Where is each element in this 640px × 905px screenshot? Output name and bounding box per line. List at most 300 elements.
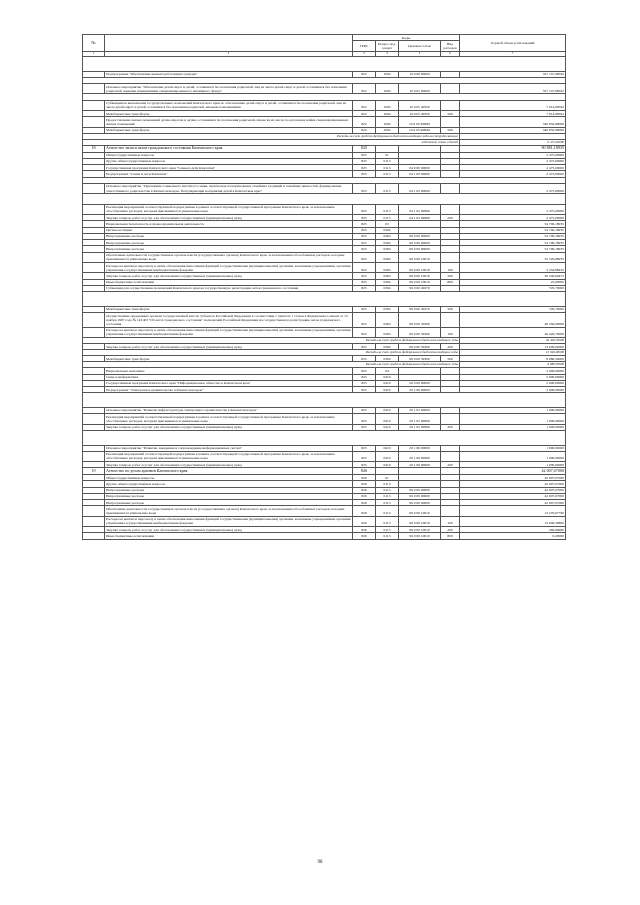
row-name: Межбюджетные трансферты	[105, 111, 353, 117]
row-amount: 7 914,98592	[460, 111, 566, 117]
table-row	[83, 100, 566, 110]
row-section-code: 0410	[376, 374, 399, 380]
row-target-article	[399, 145, 441, 152]
row-section-code: 0304	[376, 313, 399, 328]
row-amount: 2 900,00000	[460, 368, 566, 374]
row-amount: 349 832,98000	[460, 117, 566, 127]
row-expense-type: 100	[441, 263, 460, 273]
row-name: Непрограммные расходы	[105, 233, 353, 239]
row-target-article: 99 0 00 00000	[399, 240, 441, 246]
row-name: Непрограммные расходы	[105, 240, 353, 246]
row-grbs-code: 825	[353, 215, 376, 221]
row-expense-type	[441, 100, 460, 110]
row-name: Подпрограмма "Электронное правительство в Камчатском крае"	[105, 387, 353, 393]
row-grbs-code: 825	[353, 252, 376, 262]
row-section-code: 1004	[376, 71, 399, 77]
row-target-article: 10 9 00 00000	[399, 71, 441, 77]
row-amount: 13 049,00000	[460, 343, 566, 349]
table-row	[83, 516, 566, 526]
row-expense-type: 200	[441, 527, 460, 533]
row-grbs-code: 826	[353, 506, 376, 516]
row-amount: 2 900,00000	[460, 374, 566, 380]
header-cs: Целевая статья	[399, 41, 441, 51]
row-section-code: 0113	[376, 215, 399, 221]
row-target-article: 99 0 00 00000	[399, 233, 441, 239]
row-target-article: 99 0 00 10010	[399, 279, 441, 285]
row-name: Подпрограмма "Обеспечение жильем работающих граждан"	[105, 71, 353, 77]
header-name	[105, 35, 353, 52]
row-amount: 42 007,07000	[460, 475, 566, 481]
row-target-article: 04 1 02 09990	[399, 204, 441, 214]
row-grbs-code: 822	[353, 100, 376, 110]
table-row	[83, 327, 566, 337]
row-number	[83, 117, 105, 127]
row-grbs-code: 822	[353, 84, 376, 94]
row-name: Межбюджетные трансферты	[105, 306, 353, 312]
row-grbs-code: 825	[353, 343, 376, 349]
row-expense-type: 200	[441, 343, 460, 349]
table-row	[83, 313, 566, 328]
row-amount: 0,20000	[460, 533, 566, 539]
row-section-code: 0304	[376, 273, 399, 279]
row-amount: 2 475,00000	[460, 152, 566, 158]
row-target-article: 99 0 00 59300	[399, 343, 441, 349]
table-body	[83, 56, 566, 539]
row-target-article: 04 0 00 00000	[399, 165, 441, 171]
spacer-cell	[83, 56, 566, 71]
row-amount: 2 475,00000	[460, 165, 566, 171]
row-name: Основное мероприятие "Развитие инфраструктуры электронного правительства в Камчатском крае"	[105, 407, 353, 413]
row-section-code: 0410	[376, 445, 399, 451]
row-section-code: 0304	[376, 246, 399, 252]
row-grbs-code: 825	[353, 165, 376, 171]
row-name: Обеспечение деятельности государственных органов власти (государственных органов) Камчатского края, за исключением обособленных расходов, которым присваиваются уникальные коды	[105, 252, 353, 262]
row-section-code	[376, 145, 399, 152]
row-expense-type: 100	[441, 516, 460, 526]
row-grbs-code: 826	[353, 481, 376, 487]
row-grbs-code: 826	[353, 487, 376, 493]
row-name: Субвенции для осуществления полномочий Камчатского края на государственную регистрацию актов гражданского состояния	[105, 285, 353, 291]
row-section-code: 1004	[376, 84, 399, 94]
row-grbs-code: 825	[353, 462, 376, 468]
row-grbs-code: 826	[353, 475, 376, 481]
row-amount: 2 475,00000	[460, 183, 566, 193]
row-grbs-code: 825	[353, 183, 376, 193]
footnote-amount: 6 471,40000	[460, 139, 566, 145]
row-section-code: 01	[376, 475, 399, 481]
row-name: Государственная программа Камчатского края "Семья и дети Камчатки"	[105, 165, 353, 171]
header-rz: Раздел, под-раздел	[376, 41, 399, 51]
row-name: Межбюджетные трансферты	[105, 356, 353, 362]
row-amount: 90 881,18935	[460, 145, 566, 152]
row-expense-type: 200	[441, 215, 460, 221]
header-vr: Вид расходов	[441, 41, 460, 51]
row-section-code: 0113	[376, 533, 399, 539]
row-expense-type: 800	[441, 533, 460, 539]
row-number: 19	[83, 468, 105, 475]
row-target-article: 99 0 00 10010	[399, 527, 441, 533]
row-amount: 1 900,00000	[460, 407, 566, 413]
row-name: Расходы на выплаты персоналу в целях обеспечения выполнения функций государственными (муниципальными) органами, казенными учреждениями, органами управления государственными внебюджетными фондами	[106, 328, 351, 337]
row-amount: 42 007,07000	[460, 468, 566, 475]
row-grbs-code: 825	[353, 158, 376, 164]
row-target-article: 20 1 06 09990	[399, 451, 441, 461]
row-expense-type: 200	[441, 462, 460, 468]
row-name: Субвенции на выполнение государственных полномочий Камчатского края по обеспечению детей-сирот и детей, оставшихся без попечения родителей, лиц из числа детей-сирот и детей, оставшихся без попечения родителей, жилыми помещениями	[105, 100, 353, 110]
row-expense-type	[441, 145, 460, 152]
row-target-article: 99 0 00 10010	[399, 506, 441, 516]
row-grbs-code: 825	[353, 445, 376, 451]
row-name: Общегосударственные вопросы	[105, 152, 353, 158]
row-name: Другие общегосударственные вопросы	[105, 481, 353, 487]
row-number	[83, 516, 105, 526]
page-number: 98	[317, 860, 323, 865]
row-section-code: 0113	[376, 183, 399, 193]
row-expense-type: 500	[441, 111, 460, 117]
row-expense-type: 500	[441, 306, 460, 312]
row-expense-type	[441, 84, 460, 94]
row-name: Связь и информатика	[105, 374, 353, 380]
row-grbs-code: 822	[353, 71, 376, 77]
footnote-text: водителей, семьи и детей	[83, 139, 460, 145]
row-target-article: 04 1 02 09990	[399, 215, 441, 221]
row-section-code: 0304	[376, 263, 399, 273]
row-number	[83, 100, 105, 110]
row-amount: 2 475,00000	[460, 215, 566, 221]
row-target-article: 99 0 00 59300	[399, 327, 441, 337]
row-grbs-code: 825	[353, 171, 376, 177]
row-amount: 1 900,00000	[460, 414, 566, 424]
row-grbs-code: 825	[353, 263, 376, 273]
row-name: Реализация мероприятий соответствующей подпрограммы в рамках соответствующей государственной программы Камчатского края, за исключением обособленных расходов, которым присваиваются уникальные коды	[105, 204, 353, 214]
row-grbs-code: 826	[353, 468, 376, 475]
row-name: Расходы на выплаты персоналу в целях обеспечения выполнения функций государственными (муниципальными) органами, казенными учреждениями, органами управления государственными внебюджетными фондами	[106, 517, 351, 526]
row-target-article: 10 9 05 40350	[399, 111, 441, 117]
row-amount: 1 000,00000	[460, 462, 566, 468]
column-number: 7	[460, 51, 566, 56]
row-section-code: 0304	[376, 279, 399, 285]
table-row	[83, 414, 566, 424]
row-section-code: 0113	[376, 487, 399, 493]
row-section-code: 0113	[376, 500, 399, 506]
row-section-code: 0113	[376, 516, 399, 526]
row-section-code: 0304	[376, 343, 399, 349]
row-section-code: 0113	[376, 165, 399, 171]
spacer-cell	[83, 194, 566, 204]
table-row	[83, 204, 566, 214]
column-number: 3	[353, 51, 376, 56]
row-grbs-code: 825	[353, 285, 376, 291]
row-target-article: 99 0 00 10010	[399, 533, 441, 539]
row-number	[83, 84, 105, 94]
row-name: Непрограммные расходы	[105, 487, 353, 493]
row-section-code: 0304	[376, 240, 399, 246]
header-amount: Годовой объем ассигнований	[460, 35, 566, 52]
row-amount: 54 706,18935	[460, 240, 566, 246]
row-grbs-code: 825	[353, 204, 376, 214]
row-target-article: 99 0 00 10010	[399, 263, 441, 273]
row-target-article: 20 1 02 09990	[399, 424, 441, 430]
row-number	[83, 263, 105, 273]
row-number	[83, 204, 105, 214]
row-section-code: 1004	[376, 100, 399, 110]
row-grbs-code: 825	[353, 306, 376, 312]
row-target-article: 04 1 02 00000	[399, 183, 441, 193]
row-name: Межбюджетные трансферты	[105, 127, 353, 133]
row-target-article: 99 0 00 00000	[399, 500, 441, 506]
row-amount: 357 747,98592	[460, 71, 566, 77]
row-amount: 35 529,88935	[460, 252, 566, 262]
row-grbs-code: 826	[353, 500, 376, 506]
row-section-code: 0113	[376, 481, 399, 487]
row-expense-type: 800	[441, 279, 460, 285]
row-section-code: 03	[376, 221, 399, 227]
row-expense-type	[441, 313, 460, 328]
row-grbs-code: 825	[353, 227, 376, 233]
row-amount: 42 007,07000	[460, 500, 566, 506]
footnote-amount: 8 980,30000	[460, 362, 566, 368]
row-target-article: 20 1 02 00000	[399, 407, 441, 413]
row-grbs-code: 825	[353, 279, 376, 285]
row-number	[83, 506, 105, 516]
row-spacer	[83, 430, 566, 445]
row-amount: 720,70000	[460, 285, 566, 291]
row-expense-type	[441, 468, 460, 475]
row-target-article: 99 0 00 00000	[399, 493, 441, 499]
row-grbs-code: 825	[353, 451, 376, 461]
row-name: Национальная экономика	[105, 368, 353, 374]
row-section-code: 04	[376, 368, 399, 374]
row-grbs-code: 825	[353, 221, 376, 227]
row-spacer	[83, 393, 566, 408]
row-target-article: 99 0 00 59300	[399, 356, 441, 362]
row-target-article: 04 1 00 00000	[399, 171, 441, 177]
row-target-article: 99 0 00 40270	[399, 306, 441, 312]
row-amount: 8 980,30000	[460, 356, 566, 362]
table-row	[83, 117, 566, 127]
agency-row	[83, 468, 566, 475]
row-amount: 357 747,98592	[460, 84, 566, 94]
row-name: Другие общегосударственные вопросы	[105, 158, 353, 164]
row-grbs-code: 825	[353, 380, 376, 386]
row-amount: 2 900,00000	[460, 380, 566, 386]
row-number	[83, 533, 105, 539]
row-name: Агентство по делам архивов Камчатского края	[105, 468, 353, 475]
table-row	[83, 506, 566, 516]
row-amount: 2 475,00000	[460, 204, 566, 214]
row-name: Органы юстиции	[105, 227, 353, 233]
column-number: 1	[83, 51, 105, 56]
footnote-amount: 26 426,70000	[460, 338, 566, 344]
row-section-code: 0410	[376, 451, 399, 461]
table-row	[83, 263, 566, 273]
row-grbs-code: 825	[353, 233, 376, 239]
row-expense-type	[441, 451, 460, 461]
row-name: Закупка товаров, работ и услуг для обеспечения государственных (муниципальных) нужд	[105, 215, 353, 221]
table-row	[83, 252, 566, 262]
footnote-text: Расходы за счет средств федерального бюджета входящие годы	[83, 338, 460, 344]
row-section-code: 0410	[376, 462, 399, 468]
row-grbs-code: 826	[353, 527, 376, 533]
row-amount: 54 706,18935	[460, 221, 566, 227]
row-section-code: 1004	[376, 111, 399, 117]
row-target-article: 99 0 00 40270	[399, 285, 441, 291]
row-grbs-code: 825	[353, 414, 376, 424]
row-target-article: 99 0 00 10010	[399, 273, 441, 279]
row-section-code: 0113	[376, 158, 399, 164]
row-section-code	[376, 468, 399, 475]
row-expense-type	[441, 252, 460, 262]
row-amount: 54 706,18935	[460, 227, 566, 233]
row-grbs-code: 826	[353, 493, 376, 499]
row-grbs-code: 825	[353, 387, 376, 393]
spacer-cell	[83, 393, 566, 408]
row-grbs-code: 825	[353, 145, 376, 152]
row-section-code: 0304	[376, 356, 399, 362]
row-amount: 13 006,36800	[460, 516, 566, 526]
row-amount: 26 426,70000	[460, 327, 566, 337]
row-target-article: 99 0 00 10010	[399, 252, 441, 262]
header-codes: Коды	[353, 35, 460, 41]
budget-table	[82, 34, 566, 540]
row-section-code: 0304	[376, 327, 399, 337]
row-grbs-code: 826	[353, 533, 376, 539]
row-target-article: 10 9 05 R0820	[399, 117, 441, 127]
row-name: Расходы на выплаты персоналу в целях обеспечения выполнения функций государственными (муниципальными) органами, казенными учреждениями, органами управления государственными внебюджетными фондами	[106, 263, 351, 272]
row-expense-type	[441, 414, 460, 424]
table-row	[83, 451, 566, 461]
table-row	[83, 84, 566, 94]
row-section-code: 0410	[376, 380, 399, 386]
row-expense-type: 100	[441, 327, 460, 337]
row-section-code: 0113	[376, 527, 399, 533]
row-target-article: 99 0 00 00000	[399, 246, 441, 252]
row-name: Подпрограмма "Семья и дети Камчатки"	[105, 171, 353, 177]
row-spacer	[83, 292, 566, 307]
row-name: Закупка товаров, работ и услуг для обеспечения государственных (муниципальных) нужд	[105, 527, 353, 533]
row-grbs-code: 825	[353, 327, 376, 337]
row-section-code: 0113	[376, 493, 399, 499]
row-name: Закупка товаров, работ и услуг для обеспечения государственных (муниципальных) нужд	[105, 462, 353, 468]
row-amount: 720,70000	[460, 306, 566, 312]
row-section-code: 0304	[376, 252, 399, 262]
row-grbs-code: 825	[353, 424, 376, 430]
row-grbs-code: 825	[353, 152, 376, 158]
row-section-code: 0410	[376, 387, 399, 393]
row-name: Основное мероприятие "Развитие, внедрение и сопровождение информационных систем"	[105, 445, 353, 451]
row-grbs-code: 825	[353, 374, 376, 380]
column-number: 2	[105, 51, 353, 56]
row-name: Закупка товаров, работ и услуг для обеспечения государственных (муниципальных) нужд	[105, 273, 353, 279]
row-name: Реализация мероприятий соответствующей подпрограммы в рамках соответствующей государственной программы Камчатского края, за исключением обособленных расходов, которым присваиваются уникальные коды	[105, 414, 353, 424]
row-section-code: 0304	[376, 285, 399, 291]
row-target-article: 20 1 02 09990	[399, 414, 441, 424]
row-amount: 349 832,98000	[460, 127, 566, 133]
row-grbs-code: 825	[353, 368, 376, 374]
column-number: 4	[376, 51, 399, 56]
row-amount: 5 254,88435	[460, 263, 566, 273]
table-row	[83, 183, 566, 193]
spacer-cell	[83, 430, 566, 445]
row-name: Непрограммные расходы	[105, 500, 353, 506]
row-target-article: 20 1 06 00000	[399, 445, 441, 451]
row-name: Непрограммные расходы	[105, 246, 353, 252]
row-expense-type	[441, 183, 460, 193]
row-spacer	[83, 194, 566, 204]
footnote-text: Расходы за счет средств федерального бюджета входящие годы	[83, 362, 460, 368]
row-section-code: 0410	[376, 414, 399, 424]
row-target-article: 99 0 00 00000	[399, 487, 441, 493]
row-section-code: 1004	[376, 127, 399, 133]
row-name: Обеспечение деятельности государственных органов власти (государственных органов) Камчатского края, за исключением обособленных расходов, которым присваиваются уникальные коды	[105, 506, 353, 516]
footnote-text: Расходы за счет средств федерального бюджета входящие годы	[83, 350, 460, 356]
row-grbs-code: 825	[353, 240, 376, 246]
row-grbs-code: 825	[353, 356, 376, 362]
row-target-article: 20 1 00 00000	[399, 387, 441, 393]
row-section-code: 0410	[376, 407, 399, 413]
row-amount: 2 475,00000	[460, 158, 566, 164]
row-expense-type: 500	[441, 127, 460, 133]
row-section-code: 01	[376, 152, 399, 158]
header-grbs: ГРБС	[353, 41, 376, 51]
row-grbs-code: 826	[353, 516, 376, 526]
row-name: Иные бюджетные ассигнования	[105, 533, 353, 539]
row-expense-type	[441, 117, 460, 127]
spacer-cell	[83, 292, 566, 307]
row-expense-type: 200	[441, 273, 460, 279]
row-amount: 42 007,07000	[460, 481, 566, 487]
row-target-article: 10 9 05 40350	[399, 100, 441, 110]
row-spacer	[83, 56, 566, 71]
row-name: Иные бюджетные ассигнования	[105, 279, 353, 285]
row-grbs-code: 825	[353, 313, 376, 328]
row-section-code: 1004	[376, 117, 399, 127]
row-grbs-code: 825	[353, 246, 376, 252]
row-name: Непрограммные расходы	[105, 493, 353, 499]
row-number: 18	[83, 145, 105, 152]
row-expense-type: 500	[441, 356, 460, 362]
row-name: Предоставление жилых помещений детям-сиротам и детям, оставшимся без попечения родителей, лицам из их числа по договорам найма специализированных жилых помещений	[105, 117, 353, 127]
table-row	[83, 533, 566, 539]
row-section-code: 0304	[376, 306, 399, 312]
row-section-code: 0304	[376, 233, 399, 239]
row-name: Закупка товаров, работ и услуг для обеспечения государственных (муниципальных) нужд	[105, 343, 353, 349]
row-name: Реализация мероприятий соответствующей подпрограммы в рамках соответствующей государственной программы Камчатского края, за исключением обособленных расходов, которым присваиваются уникальные коды	[105, 451, 353, 461]
row-name: Общегосударственные вопросы	[105, 475, 353, 481]
table-header	[83, 35, 566, 57]
row-amount: 25,00000	[460, 279, 566, 285]
row-name: Агентство записи актов гражданского состояния Камчатского края	[105, 145, 353, 152]
column-number: 6	[441, 51, 460, 56]
row-number	[83, 451, 105, 461]
row-number	[83, 252, 105, 262]
row-target-article: 20 1 06 09990	[399, 462, 441, 468]
row-name: Осуществление переданных органам государственной власти субъектов Российской Федерации в соответствии с пунктом 1 статьи 4 Федерального закона от 15 ноября 1997 года № 143-ФЗ "Об актах гражданского состояния" полномочий Российской Федерации на государственную регистрацию актов гражданского состояния	[105, 313, 353, 328]
row-amount: 7 914,98592	[460, 100, 566, 110]
row-number	[83, 183, 105, 193]
agency-row	[83, 145, 566, 152]
row-expense-type	[441, 506, 460, 516]
row-amount: 2 475,00000	[460, 171, 566, 177]
footnote-text: Расходы за счет средств федерального бюджета входящие ходя на сотрудничающее	[83, 134, 460, 140]
row-number	[83, 327, 105, 337]
row-grbs-code: 825	[353, 407, 376, 413]
row-target-article: 10 9 05 R0820	[399, 127, 441, 133]
row-target-article: 99 0 00 59300	[399, 313, 441, 328]
row-amount: 42 007,07000	[460, 493, 566, 499]
row-grbs-code: 822	[353, 111, 376, 117]
row-section-code: 0113	[376, 204, 399, 214]
